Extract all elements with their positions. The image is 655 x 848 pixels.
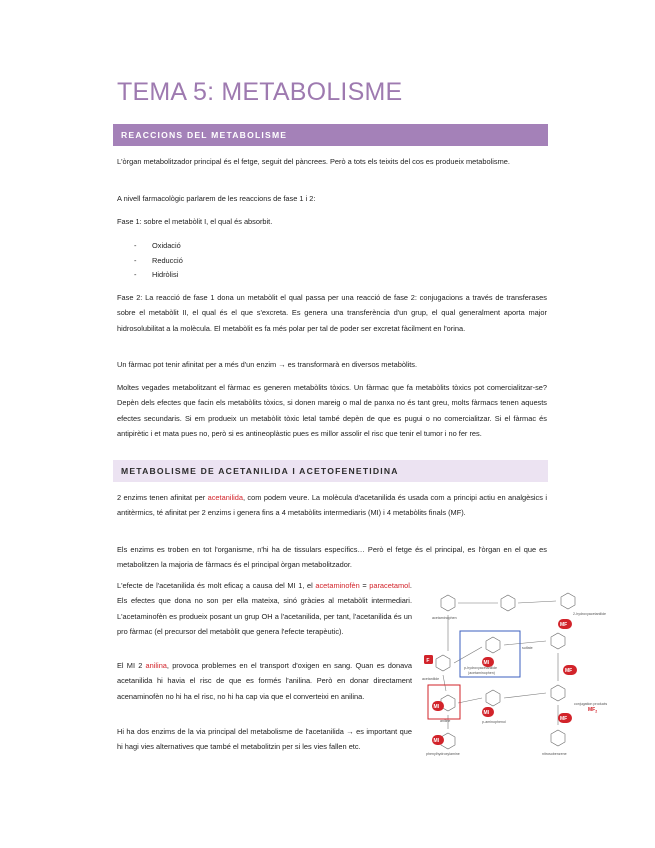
pathway-diagram — [418, 585, 628, 757]
svg-text:MI: MI — [483, 660, 490, 666]
svg-text:MF: MF — [560, 622, 568, 628]
label-p-hydroxy-paren: (acetaminophen) — [468, 671, 495, 675]
label-aniline: aniline — [440, 719, 451, 723]
badge-mf-right — [563, 665, 577, 675]
badge-mi-center-lower — [482, 707, 494, 717]
molecule-top-right — [561, 593, 575, 609]
paragraph: 2 enzims tenen afinitat per acetanilida, com podem veure. La molècula d'acetanilida és usada com a principi actiu en analgèsics i antitèrmics, té afinitat per 2 enzims i genera fins a 4 metabòlits intermediaris (MI) i 4 metabòlits finals (MF). — [117, 493, 547, 518]
molecule-lower-right — [551, 685, 565, 701]
svg-text:F: F — [426, 657, 430, 664]
svg-text:MI: MI — [433, 704, 440, 710]
molecule-bottom-right — [551, 730, 565, 746]
paragraph: Un fàrmac pot tenir afinitat per a més d'un enzim → es transformarà en diversos metabòlits. — [117, 360, 418, 369]
paragraph: Els enzims es troben en tot l'organisme, n'hi ha de tissulars específics… Però el fetge és el principal, es l'òrgan en el que es metabolitzen la majoria de fàrmacs és el principal òrgan metabolitzador. — [117, 545, 547, 570]
section-heading-acetanilida: METABOLISME DE ACETANILIDA I ACETOFENETIDINA — [113, 460, 548, 482]
highlight-paracetamol: paracetamol — [369, 581, 410, 590]
badge-mf-top — [558, 619, 572, 629]
label-nitrosobenzene: nitrosobenzene — [542, 752, 567, 756]
molecule-center — [486, 637, 500, 653]
molecule-acetanilide — [436, 655, 450, 671]
highlight-acetanilida: acetanilida — [207, 493, 243, 502]
label-2-hydroxy: 2-hydroxyacetanilide — [573, 612, 606, 616]
molecule-acetaminophen — [441, 595, 455, 611]
svg-text:MI: MI — [433, 738, 440, 744]
paragraph: L'efecte de l'acetanilida és molt eficaç a causa del MI 1, el acetaminofèn = paracetamol. Els efectes que dona no son per ella mateixa, sinó gràcies al metabòlit intermediari. L'acetaminofèn es produeix posant un grup OH a l'acetanilida, per tant, l'acetanilida és un pro fàrmac (el precursor del metabòlit que genera l'efecte terapèutic). — [117, 581, 412, 636]
molecule-right-mid — [551, 633, 565, 649]
label-acetaminophen: acetaminophen — [432, 616, 457, 620]
paragraph: A nivell farmacològic parlarem de les reaccions de fase 1 i 2: — [117, 194, 316, 203]
phase1-list — [134, 239, 183, 283]
molecule-top-middle — [501, 595, 515, 611]
label-sulfate: sulfate — [522, 646, 533, 650]
label-mf2: $MF_2$ — [588, 707, 598, 714]
list-item: - Oxidació — [134, 241, 181, 250]
paragraph: El MI 2 anilina, provoca problemes en el transport d'oxigen en sang. Quan es donava acetanilida hi havia el risc de que es formés l'anilina. Però en donar directament acenaminofèn no hi ha el risc, no hi ha cap via que el converteixi en anilina. — [117, 661, 413, 701]
badge-mf-bottom — [558, 713, 572, 723]
highlight-acetaminofen: acetaminofèn — [315, 581, 360, 590]
svg-text:MF: MF — [565, 668, 573, 674]
label-p-hydroxy: p-hydroxyacetanilide — [464, 666, 497, 670]
label-acetanilide: acetanilide — [422, 677, 440, 681]
list-item: - Reducció — [134, 255, 183, 265]
list-item: - Hidròlisi — [134, 270, 179, 279]
paragraph: L'òrgan metabolitzador principal és el fetge, seguit del pàncrees. Però a tots els teixits del cos es produeix metabolisme. — [117, 157, 510, 166]
label-phenylhydroxylamine: phenylhydroxylamine — [426, 752, 460, 756]
label-conjugation: conjugation products — [574, 702, 608, 706]
highlight-anilina: anilina — [145, 661, 167, 670]
metabolism-pathway-figure — [418, 585, 628, 757]
paragraph: Fase 2: La reacció de fase 1 dona un metabòlit el qual passa per una reacció de fase 2: conjugacions a través de transferases sobre el metabòlit II, el qual és el que s'excreta. Es genera una transferència d'un grup, el qual generalment aporta major hidrosolubilitat a la molècula. El metabòlit es fa més polar per tal de poder ser excretat fàcilment en l'orina. — [117, 293, 547, 333]
section-heading-reaccions: REACCIONS DEL METABOLISME — [113, 124, 548, 146]
paragraph: Moltes vegades metabolitzant el fàrmac es generen metabòlits tòxics. Un fàrmac que fa metabòlits tòxics pot comercialitzar-se? Depèn dels efectes que facin els metabòlits tòxics, si donen mareig o mal de panxa no és tant greu, molts fàrmacs tenen aquests efectes secundaris. Si em produeix un metabòlit tòxic letal també depèn de que es pugui o no comercialitzar. Si el fàrmac és antipirètic i et mata pues no, però si es antineoplàstic pues es millor assolir el risc que tenir el tumor i no fer res. — [117, 383, 547, 438]
label-p-aminophenol: p-aminophenol — [482, 720, 506, 724]
svg-text:MI: MI — [483, 710, 490, 716]
svg-text:MF: MF — [560, 716, 568, 722]
page-title: TEMA 5: METABOLISME — [117, 78, 403, 106]
badge-mi-bottom — [432, 735, 444, 745]
paragraph: Hi ha dos enzims de la via principal del metabolisme de l'acetanilida → es important que hi hagi vies alternatives que també el metabolitzin per si les vies fallen etc. — [117, 727, 412, 752]
badge-f — [424, 655, 433, 664]
molecule-aminophenol — [486, 690, 500, 706]
badge-mi-lower — [432, 701, 444, 711]
paragraph: Fase 1: sobre el metabòlit I, el qual és absorbit. — [117, 217, 273, 226]
